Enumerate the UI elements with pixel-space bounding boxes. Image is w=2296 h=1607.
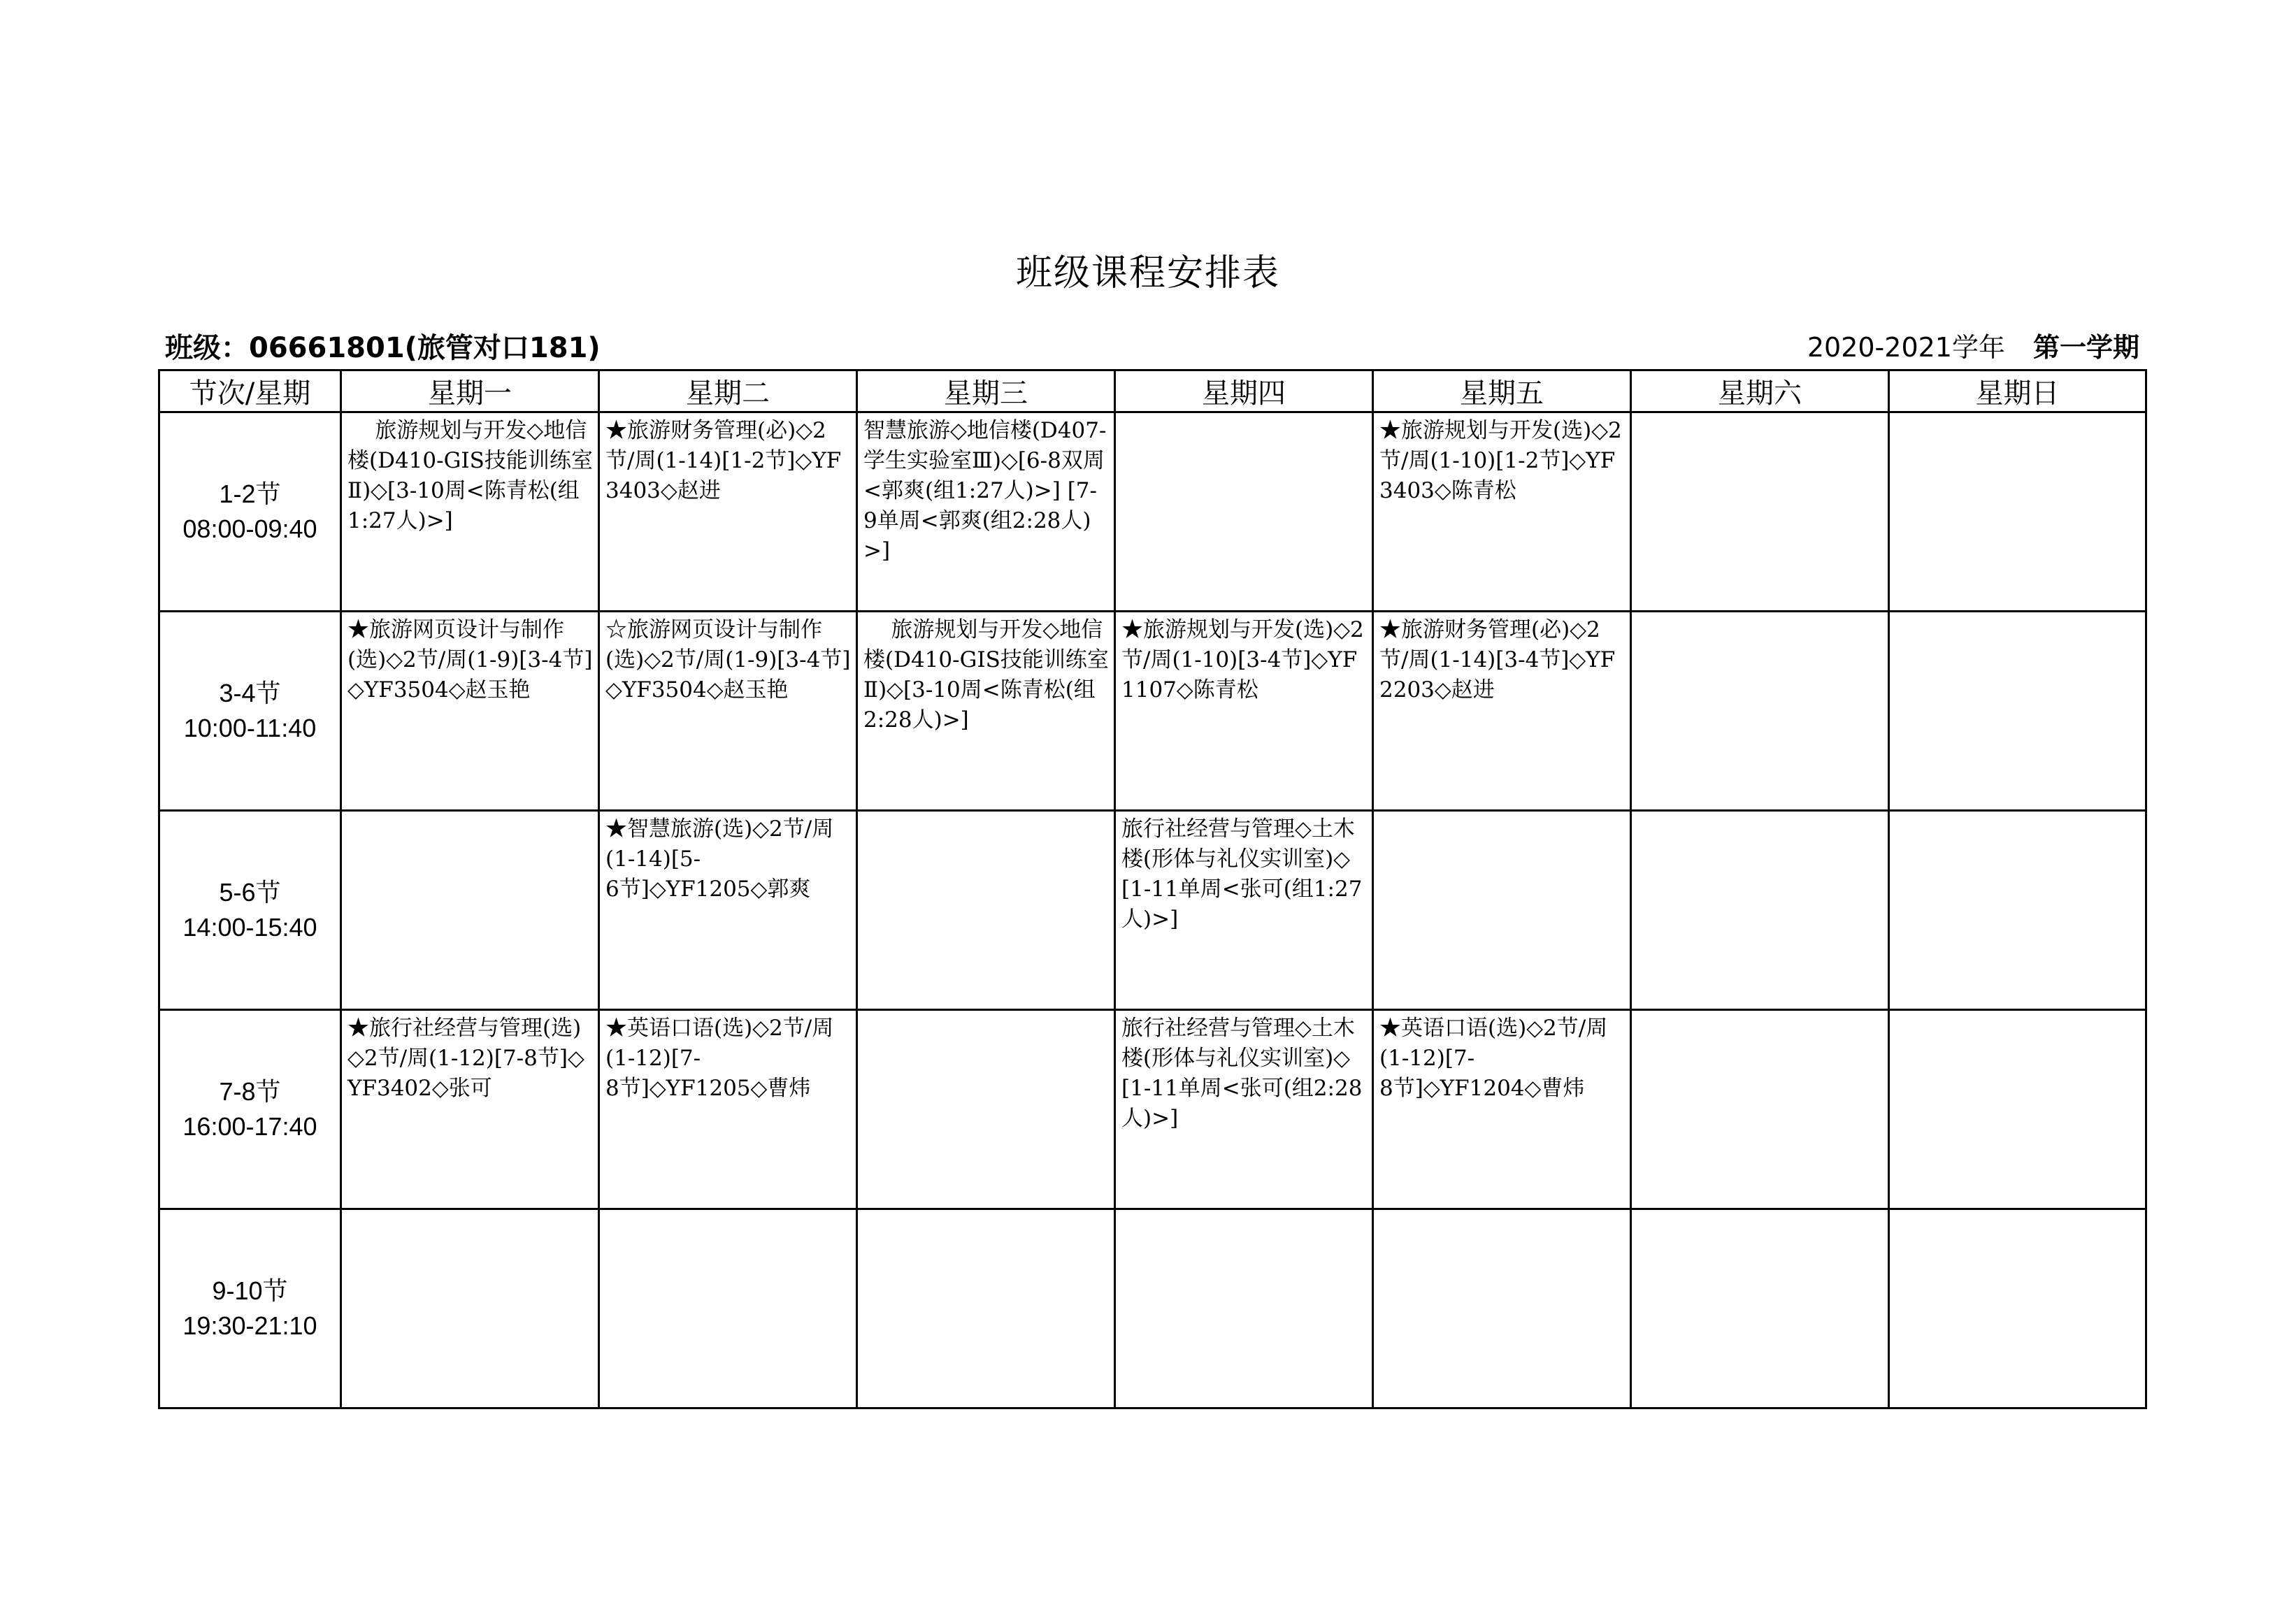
course-cell <box>1115 412 1373 612</box>
course-text <box>342 812 598 814</box>
course-cell <box>599 1010 857 1209</box>
course-text: ★旅游规划与开发(选)◇2节/周(1-10)[1-2节]◇YF3403◇陈青松 <box>1379 418 1622 503</box>
course-text <box>1374 1210 1630 1213</box>
course-cell <box>1631 612 1889 811</box>
header-monday: 星期一 <box>341 370 599 412</box>
course-text <box>1632 1210 1888 1213</box>
term-info <box>1807 326 2139 364</box>
course-text <box>1890 1210 2145 1213</box>
course-text <box>1890 812 2145 814</box>
period-time: 16:00-17:40 <box>182 1112 317 1141</box>
course-cell <box>857 612 1115 811</box>
course-text: 旅行社经营与管理◇土木楼(形体与礼仪实训室)◇[1-11单周<张可(组2:28人)>] <box>1121 1016 1363 1131</box>
course-cell <box>1373 811 1631 1010</box>
course-cell <box>857 412 1115 612</box>
course-cell <box>599 612 857 811</box>
course-text <box>1116 1210 1372 1213</box>
course-text <box>858 812 1114 814</box>
course-cell <box>857 1209 1115 1408</box>
course-text: 旅行社经营与管理◇土木楼(形体与礼仪实训室)◇[1-11单周<张可(组1:27人)>] <box>1121 816 1363 932</box>
course-cell <box>1631 1209 1889 1408</box>
period-cell <box>159 1209 341 1408</box>
course-text: ☆旅游网页设计与制作(选)◇2节/周(1-9)[3-4节]◇YF3504◇赵玉艳 <box>605 617 851 702</box>
course-cell <box>1373 1010 1631 1209</box>
schedule-table <box>158 369 2147 1409</box>
course-cell <box>1373 1209 1631 1408</box>
period-time: 19:30-21:10 <box>182 1311 317 1340</box>
period-label: 3-4节 <box>219 679 281 707</box>
course-text: ★旅游财务管理(必)◇2节/周(1-14)[3-4节]◇YF2203◇赵进 <box>1379 617 1616 702</box>
header-saturday: 星期六 <box>1631 370 1889 412</box>
course-cell <box>1889 1209 2146 1408</box>
course-cell <box>857 1010 1115 1209</box>
course-text <box>858 1210 1114 1213</box>
header-tuesday: 星期二 <box>599 370 857 412</box>
course-cell <box>599 412 857 612</box>
course-text: ★英语口语(选)◇2节/周(1-12)[7- 8节]◇YF1204◇曹炜 <box>1379 1016 1608 1101</box>
course-cell <box>599 1209 857 1408</box>
course-cell <box>341 1209 599 1408</box>
course-text: 旅游规划与开发◇地信楼(D410-GIS技能训练室Ⅱ)◇[3-10周<陈青松(组1:27人)>] <box>347 418 593 533</box>
course-cell <box>1889 412 2146 612</box>
period-cell <box>159 1010 341 1209</box>
course-cell <box>1115 811 1373 1010</box>
course-cell <box>1373 412 1631 612</box>
course-cell <box>1373 612 1631 811</box>
course-cell <box>1889 1010 2146 1209</box>
class-label: 班级：06661801(旅管对口181) <box>165 332 601 364</box>
course-text: ★智慧旅游(选)◇2节/周(1-14)[5- 6节]◇YF1205◇郭爽 <box>605 816 834 902</box>
period-label: 5-6节 <box>219 878 281 907</box>
period-time: 14:00-15:40 <box>182 913 317 942</box>
course-cell <box>1889 612 2146 811</box>
course-text: ★旅游财务管理(必)◇2节/周(1-14)[1-2节]◇YF3403◇赵进 <box>605 418 842 503</box>
table-row <box>159 1209 2146 1408</box>
page-title: 班级课程安排表 <box>1015 252 1280 294</box>
course-text <box>1890 413 2145 416</box>
course-text <box>1890 612 2145 615</box>
course-text <box>1890 1011 2145 1014</box>
period-cell <box>159 412 341 612</box>
period-label: 9-10节 <box>212 1276 288 1305</box>
period-label: 1-2节 <box>219 480 281 508</box>
course-cell <box>1889 811 2146 1010</box>
table-row <box>159 811 2146 1010</box>
course-text <box>1632 1011 1888 1014</box>
course-text <box>600 1210 856 1213</box>
course-cell <box>599 811 857 1010</box>
header-period: 节次/星期 <box>159 370 341 412</box>
course-cell <box>1631 1010 1889 1209</box>
period-time: 08:00-09:40 <box>182 514 317 543</box>
table-row <box>159 1010 2146 1209</box>
course-cell <box>341 612 599 811</box>
period-time: 10:00-11:40 <box>183 714 317 742</box>
header-row <box>159 370 2146 412</box>
term-label: 第一学期 <box>2032 332 2139 363</box>
header-friday: 星期五 <box>1373 370 1631 412</box>
course-text: ★旅游网页设计与制作(选)◇2节/周(1-9)[3-4节]◇YF3504◇赵玉艳 <box>347 617 593 702</box>
course-text <box>1632 812 1888 814</box>
course-text <box>1374 812 1630 814</box>
table-row <box>159 612 2146 811</box>
course-text <box>1632 413 1888 416</box>
course-text: ★英语口语(选)◇2节/周(1-12)[7- 8节]◇YF1205◇曹炜 <box>605 1016 834 1101</box>
period-cell <box>159 811 341 1010</box>
course-cell <box>1115 1010 1373 1209</box>
course-text <box>1632 612 1888 615</box>
course-cell <box>857 811 1115 1010</box>
header-sunday: 星期日 <box>1889 370 2146 412</box>
period-cell <box>159 612 341 811</box>
table-row <box>159 412 2146 612</box>
course-cell <box>341 1010 599 1209</box>
course-cell <box>1115 612 1373 811</box>
period-label: 7-8节 <box>219 1077 281 1106</box>
course-text: 智慧旅游◇地信楼(D407- 学生实验室Ⅲ)◇[6-8双周<郭爽(组1:27人)>] [7- 9单周<郭爽(组2:28人)>] <box>863 418 1107 563</box>
academic-year: 2020-2021学年 <box>1807 332 2005 363</box>
course-cell <box>341 412 599 612</box>
course-cell <box>1115 1209 1373 1408</box>
header-wednesday: 星期三 <box>857 370 1115 412</box>
course-text: ★旅游规划与开发(选)◇2节/周(1-10)[3-4节]◇YF1107◇陈青松 <box>1121 617 1364 702</box>
course-text: 旅游规划与开发◇地信楼(D410-GIS技能训练室Ⅱ)◇[3-10周<陈青松(组2:28人)>] <box>863 617 1109 733</box>
course-text <box>1116 413 1372 416</box>
header-thursday: 星期四 <box>1115 370 1373 412</box>
course-text <box>858 1011 1114 1014</box>
course-cell <box>1631 811 1889 1010</box>
course-cell <box>341 811 599 1010</box>
course-cell <box>1631 412 1889 612</box>
course-text: ★旅行社经营与管理(选)◇2节/周(1-12)[7-8节]◇YF3402◇张可 <box>347 1016 584 1101</box>
course-text <box>342 1210 598 1213</box>
